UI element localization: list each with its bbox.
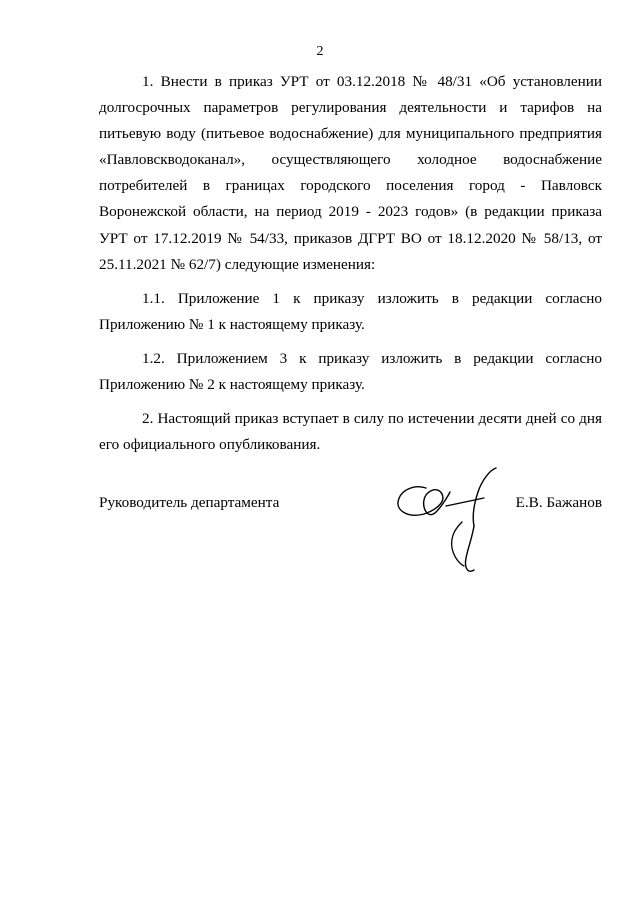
paragraph-2: 2. Настоящий приказ вступает в силу по истечении десяти дней со дня его официального опубликования. <box>99 410 602 454</box>
signature-cross-stroke <box>446 498 484 506</box>
document-body <box>99 69 602 458</box>
paragraph-1-2: 1.2. Приложением 3 к приказу изложить в редакции согласно Приложению № 2 к настоящему приказу. <box>99 349 602 394</box>
signature-upper-stroke <box>473 468 496 526</box>
signature-tail-stroke <box>465 526 474 571</box>
signatory-name: Е.В. Бажанов <box>515 494 602 511</box>
signature-hook-stroke <box>452 522 464 566</box>
signature-loop-stroke <box>398 487 450 515</box>
paragraph-1-1: 1.1. Приложение 1 к приказу изложить в редакции согласно Приложению № 1 к настоящему приказу. <box>99 289 602 333</box>
paragraph-1: 1. Внести в приказ УРТ от 03.12.2018 № 48/31 «Об установлении долгосрочных параметров регулирования деятельности и тарифов на питьевую воду (питьевое водоснабжение) для муниципального предприятия «Павловскводоканал», осуществляющего холодное водоснабжение потребителей в границах городского поселения город - Павловск Воронежской области, на период 2019 - 2023 годов» (в редакции приказа УРТ от 17.12.2019 № 54/33, приказов ДГРТ ВО от 18.12.2020 № 58/13, от 25.11.2021 № 62/7) следующие изменения: <box>99 73 602 273</box>
signature-block <box>99 494 602 520</box>
page-number: 2 <box>316 44 324 59</box>
handwritten-signature <box>392 462 502 577</box>
signatory-position: Руководитель департамента <box>99 494 280 511</box>
